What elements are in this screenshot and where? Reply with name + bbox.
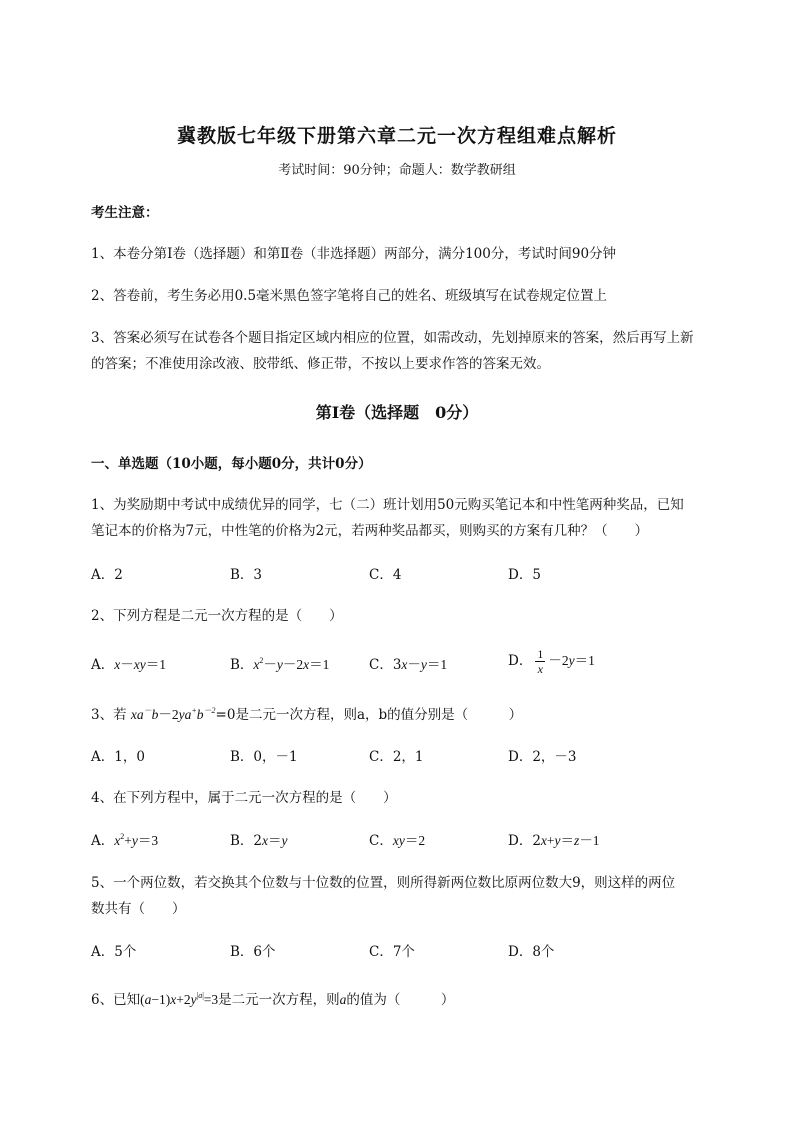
question-6-prefix: 6、已知: [91, 992, 141, 1008]
question-4-text: 4、在下列方程中，属于二元一次方程的是（ ）: [91, 790, 397, 806]
question-5-text: 5、一个两位数，若交换其个位数与十位数的位置，则所得新两位数比原两位数大9，则这样的两位: [91, 875, 676, 891]
question-2-text: 2、下列方程是二元一次方程的是（ ）: [91, 608, 343, 624]
option-b: B．6个: [230, 944, 276, 960]
question-5-text: 数共有（ ）: [91, 901, 186, 917]
formula: a: [339, 992, 347, 1007]
formula: $xa^-b-2ya^+b^{-2}$: [130, 706, 216, 722]
question-6-middle: 是二元一次方程，则: [218, 992, 340, 1008]
option-label: D．2: [508, 833, 541, 849]
option-label: B．: [230, 657, 254, 673]
formula: $x^2+y=3$: [114, 832, 159, 848]
question-6-text: [91, 988, 454, 1008]
option-b: B．3: [230, 567, 263, 583]
formula: x+y＝z－1: [540, 833, 600, 848]
option-d: D．8个: [508, 944, 555, 960]
option-label: C．3: [369, 657, 402, 673]
option-a: A．2: [91, 567, 123, 583]
option-a: A．1，0: [91, 749, 145, 765]
option-a: A．5个: [91, 944, 137, 960]
page-title: 冀教版七年级下册第六章二元一次方程组难点解析: [176, 125, 617, 147]
notice-item: 的答案；不准使用涂改液、胶带纸、修正带，不按以上要求作答的答案无效。: [91, 356, 550, 372]
option-a: [91, 829, 158, 849]
fraction: $\frac{1}{x}$: [537, 647, 544, 676]
exam-info: 考试时间：90分钟；命题人：数学教研组: [278, 163, 516, 178]
option-d: D．5: [508, 567, 541, 583]
question-6-suffix: 的值为（ ）: [346, 992, 455, 1008]
option-d: [508, 829, 600, 849]
formula: －2y＝1: [548, 653, 595, 668]
formula: $(a-1)x+2y^{|a|}=3$: [140, 991, 219, 1007]
notice-item: 2、答卷前，考生务必用0.5毫米黑色签字笔将自己的姓名、班级填写在试卷规定位置上: [91, 288, 608, 304]
option-c: [369, 653, 447, 673]
question-3-prefix: 3、若: [91, 707, 127, 723]
section-title: 第I卷（选择题 0分）: [315, 403, 479, 422]
formula: x－y＝1: [401, 657, 448, 672]
notice-heading: 考生注意：: [91, 205, 159, 221]
question-3-suffix: =0是二元一次方程，则a，b的值分别是（ ）: [215, 707, 523, 723]
formula: x－xy＝1: [114, 657, 166, 672]
question-1-text: 笔记本的价格为7元，中性笔的价格为2元，若两种奖品都买，则购买的方案有几种？（ ）: [91, 523, 649, 539]
option-c: C．7个: [369, 944, 415, 960]
formula: x＝y: [262, 833, 288, 848]
option-d: [508, 647, 595, 676]
option-c: C．2，1: [369, 749, 424, 765]
question-1-text: 1、为奖励期中考试中成绩优异的同学，七（二）班计划用50元购买笔记本和中性笔两种奖品，已知: [91, 497, 684, 513]
option-label: B．2: [230, 833, 263, 849]
option-label: A．: [91, 833, 115, 849]
question-3-text: [91, 703, 522, 723]
notice-item: 3、答案必须写在试卷各个题目指定区域内相应的位置，如需改动，先划掉原来的答案，然后再写上新: [91, 330, 694, 346]
option-label: C．: [369, 833, 393, 849]
formula: xy＝2: [392, 833, 426, 848]
option-b: B．0，－1: [230, 749, 298, 765]
option-label: D．: [508, 653, 533, 669]
option-d: D．2，－3: [508, 749, 577, 765]
formula: $x^2-y-2x=1$: [253, 656, 330, 672]
option-label: A．: [91, 657, 115, 673]
option-c: C．4: [369, 567, 402, 583]
option-a: [91, 653, 166, 673]
option-c: [369, 829, 425, 849]
option-b: [230, 653, 329, 673]
option-b: [230, 829, 288, 849]
notice-item: 1、本卷分第I卷（选择题）和第Ⅱ卷（非选择题）两部分，满分100分，考试时间90分钟: [91, 246, 617, 262]
part-heading: 一、单选题（10小题，每小题0分，共计0分）: [91, 456, 372, 472]
